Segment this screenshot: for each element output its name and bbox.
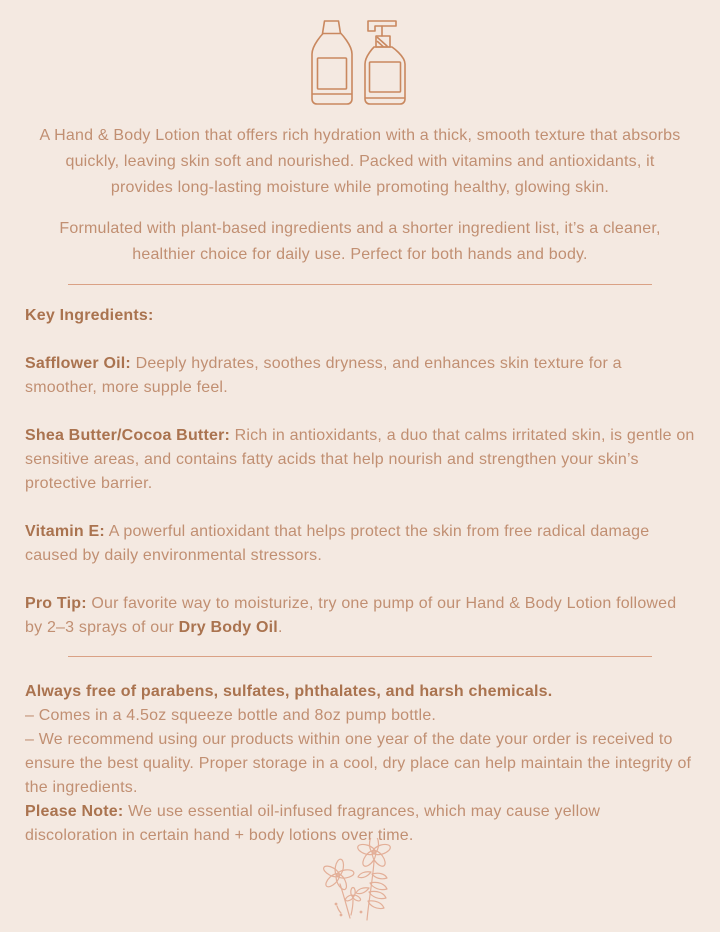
product-notes-section [25, 680, 697, 848]
key-ingredients-heading: Key Ingredients: [25, 307, 154, 324]
pro-tip [25, 592, 697, 640]
ingredient-vitamin-e [25, 520, 697, 568]
intro-paragraph-2: Formulated with plant-based ingredients and a shorter ingredient list, it’s a cleaner, healthier choice for daily use. Perfect for both hands and body. [59, 220, 661, 263]
free-of-statement: Always free of parabens, sulfates, phthalates, and harsh chemicals. [25, 683, 553, 700]
bottle-sizes-note: – Comes in a 4.5oz squeeze bottle and 8oz pump bottle. [25, 707, 437, 724]
please-note-label: Please Note: [25, 803, 124, 820]
please-note-text: We use essential oil-infused fragrances, which may cause yellow discoloration in certain hand + body lotions over time. [25, 803, 601, 844]
section-divider-top [68, 284, 652, 285]
pro-tip-label: Pro Tip: [25, 595, 87, 612]
lotion-bottles-icon [308, 14, 412, 108]
section-divider-bottom [68, 656, 652, 657]
intro-paragraph-1: A Hand & Body Lotion that offers rich hydration with a thick, smooth texture that absorbs quickly, leaving skin soft and nourished. Packed with vitamins and antioxidants, it provides long-lasting moisture while promoting healthy, glowing skin. [39, 127, 681, 196]
ingredient-text: Deeply hydrates, soothes dryness, and enhances skin texture for a smoother, more supple feel. [25, 355, 622, 396]
bottles-illustration-container [0, 0, 720, 108]
pro-tip-text-end: . [277, 619, 283, 636]
ingredient-text: Rich in antioxidants, a duo that calms irritated skin, is gentle on sensitive areas, and contains fatty acids that help nourish and strengthen your skin’s protective barrier. [25, 427, 695, 492]
ingredient-shea-cocoa-butter [25, 424, 697, 496]
ingredient-label: Shea Butter/Cocoa Butter: [25, 427, 231, 444]
pro-tip-text: Our favorite way to moisturize, try one pump of our Hand & Body Lotion followed by 2–3 sprays of our [25, 595, 677, 636]
shelf-life-note: – We recommend using our products within one year of the date your order is received to ensure the best quality. Proper storage in a cool, dry place can help maintain the integrity of the ingredients. [25, 731, 692, 796]
ingredient-label: Safflower Oil: [25, 355, 131, 372]
flower-illustration-container [0, 838, 720, 927]
wildflower-icon [317, 838, 403, 922]
ingredient-label: Vitamin E: [25, 523, 105, 540]
ingredient-text: A powerful antioxidant that helps protect the skin from free radical damage caused by daily environmental stressors. [25, 523, 650, 564]
pro-tip-highlight: Dry Body Oil [178, 619, 278, 636]
key-ingredients-section [25, 304, 697, 640]
ingredient-safflower-oil [25, 352, 697, 400]
